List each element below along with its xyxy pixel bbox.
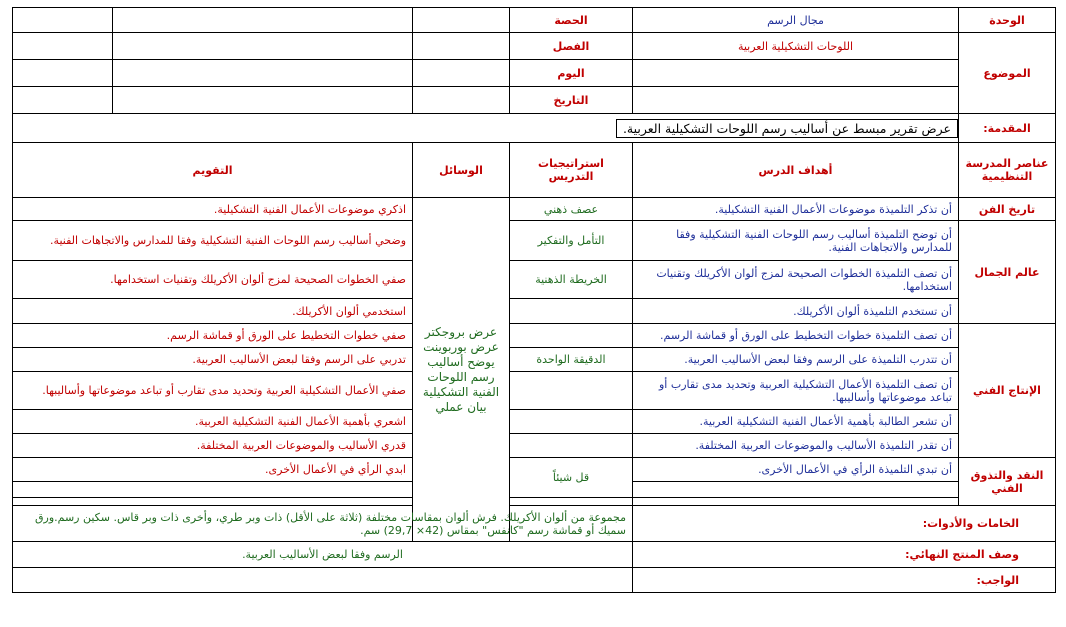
strategy-9: [510, 434, 633, 458]
homework-value[interactable]: [13, 568, 633, 593]
goal-9: أن تقدر التلميذة الأساليب والموضوعات العربية المختلفة.: [633, 434, 959, 458]
goal-8: أن تشعر الطالبة بأهمية الأعمال الفنية التشكيلية العربية.: [633, 410, 959, 434]
goal-6: أن تتدرب التلميذة على الرسم وفقا لبعض الأساليب العربية.: [633, 348, 959, 372]
evaluation-10: ابدي الرأي في الأعمال الأخرى.: [13, 458, 413, 482]
col-evaluation: التقويم: [13, 143, 413, 198]
topic-extra: [633, 60, 959, 87]
date-value-2[interactable]: [113, 87, 413, 114]
period-label: الحصة: [510, 8, 633, 33]
intro-value: عرض تقرير مبسط عن أساليب رسم اللوحات التشكيلية العربية.: [616, 119, 958, 138]
day-value-2[interactable]: [113, 60, 413, 87]
materials-label: الخامات والأدوات:: [633, 506, 1056, 542]
date-value-3[interactable]: [13, 87, 113, 114]
col-means: الوسائل: [413, 143, 510, 198]
date-label: التاريخ: [510, 87, 633, 114]
section-art-history: تاريخ الفن: [959, 198, 1056, 221]
lesson-plan-sheet: [12, 7, 1055, 619]
lesson-plan-table: [12, 7, 1056, 593]
topic-label: الموضوع: [959, 33, 1056, 114]
homework-label: الواجب:: [633, 568, 1056, 593]
unit-value: مجال الرسم: [633, 8, 959, 33]
strategy-6: الدقيقة الواحدة: [510, 348, 633, 372]
section-aesthetics: عالم الجمال: [959, 221, 1056, 324]
goal-7: أن تصف التلميذة الأعمال التشكيلية العربية وتحديد مدى تقارب أو تباعد موضوعاتها وأساليبها.: [633, 372, 959, 410]
intro-label: المقدمة:: [959, 114, 1056, 143]
unit-label: الوحدة: [959, 8, 1056, 33]
goal-4: أن تستخدم التلميذة ألوان الأكريلك.: [633, 299, 959, 324]
evaluation-7: صفي الأعمال التشكيلية العربية وتحديد مدى تقارب أو تباعد موضوعاتها وأساليبها.: [13, 372, 413, 410]
strategy-10: قل شيئاً: [510, 458, 633, 498]
col-strategies: استراتيجيات التدريس: [510, 143, 633, 198]
evaluation-6: تدربي على الرسم وفقا لبعض الأساليب العربية.: [13, 348, 413, 372]
col-goals: أهداف الدرس: [633, 143, 959, 198]
period-value-3[interactable]: [13, 8, 113, 33]
strategy-extra-2: [510, 498, 633, 506]
goal-3: أن تصف التلميذة الخطوات الصحيحة لمزج ألوان الأكريلك وتقنيات استخدامها.: [633, 261, 959, 299]
strategy-1: عصف ذهني: [510, 198, 633, 221]
topic-value: اللوحات التشكيلية العربية: [633, 33, 959, 60]
evaluation-extra: [13, 482, 413, 498]
materials-value: مجموعة من ألوان الأكريلك. فرش ألوان بمقاسات مختلفة (ثلاثة على الأقل) ذات وبر طري، وأخرى ذات وبر قاس. سكين رسم.ورق سميك أو قماشة رسم "كانفس" بمقاس (42× 29,7) سم.: [13, 506, 633, 542]
day-value[interactable]: [413, 60, 510, 87]
strategy-5: [510, 324, 633, 348]
evaluation-extra-2: [13, 498, 413, 506]
strategy-8: [510, 410, 633, 434]
evaluation-4: استخدمي ألوان الأكريلك.: [13, 299, 413, 324]
product-label: وصف المنتج النهائي:: [633, 542, 1056, 568]
goal-extra: [633, 482, 959, 498]
evaluation-3: صفي الخطوات الصحيحة لمزج ألوان الأكريلك وتقنيات استخدامها.: [13, 261, 413, 299]
date-value[interactable]: [413, 87, 510, 114]
section-criticism: النقد والتذوق الفني: [959, 458, 1056, 506]
strategy-2: التأمل والتفكير: [510, 221, 633, 261]
period-value-2[interactable]: [113, 8, 413, 33]
class-value-3[interactable]: [13, 33, 113, 60]
evaluation-8: اشعري بأهمية الأعمال الفنية التشكيلية العربية.: [13, 410, 413, 434]
evaluation-1: اذكري موضوعات الأعمال الفنية التشكيلية.: [13, 198, 413, 221]
product-value: الرسم وفقا لبعض الأساليب العربية.: [13, 542, 633, 568]
day-value-3[interactable]: [13, 60, 113, 87]
class-label: الفصل: [510, 33, 633, 60]
goal-1: أن تذكر التلميذة موضوعات الأعمال الفنية التشكيلية.: [633, 198, 959, 221]
strategy-7: [510, 372, 633, 410]
class-value-2[interactable]: [113, 33, 413, 60]
day-label: اليوم: [510, 60, 633, 87]
means-cell: عرض بروجكتر عرض بوربوينت يوضح أساليب رسم اللوحات الفنية التشكيلية بيان عملي: [413, 198, 510, 542]
evaluation-5: صفي خطوات التخطيط على الورق أو قماشة الرسم.: [13, 324, 413, 348]
period-value[interactable]: [413, 8, 510, 33]
evaluation-2: وضحي أساليب رسم اللوحات الفنية التشكيلية وفقا للمدارس والاتجاهات الفنية.: [13, 221, 413, 261]
goal-extra-2: [633, 498, 959, 506]
strategy-4: [510, 299, 633, 324]
class-value[interactable]: [413, 33, 510, 60]
strategy-3: الخريطة الذهنية: [510, 261, 633, 299]
topic-extra-2: [633, 87, 959, 114]
goal-2: أن توضح التلميذة أساليب رسم اللوحات الفنية التشكيلية وفقا للمدارس والاتجاهات الفنية.: [633, 221, 959, 261]
goal-10: أن تبدي التلميذة الرأي في الأعمال الأخرى.: [633, 458, 959, 482]
evaluation-9: قدري الأساليب والموضوعات العربية المختلفة.: [13, 434, 413, 458]
col-elements: عناصر المدرسة التنظيمية: [959, 143, 1056, 198]
section-production: الإنتاج الفني: [959, 324, 1056, 458]
goal-5: أن تصف التلميذة خطوات التخطيط على الورق أو قماشة الرسم.: [633, 324, 959, 348]
intro-cell: [13, 114, 959, 143]
